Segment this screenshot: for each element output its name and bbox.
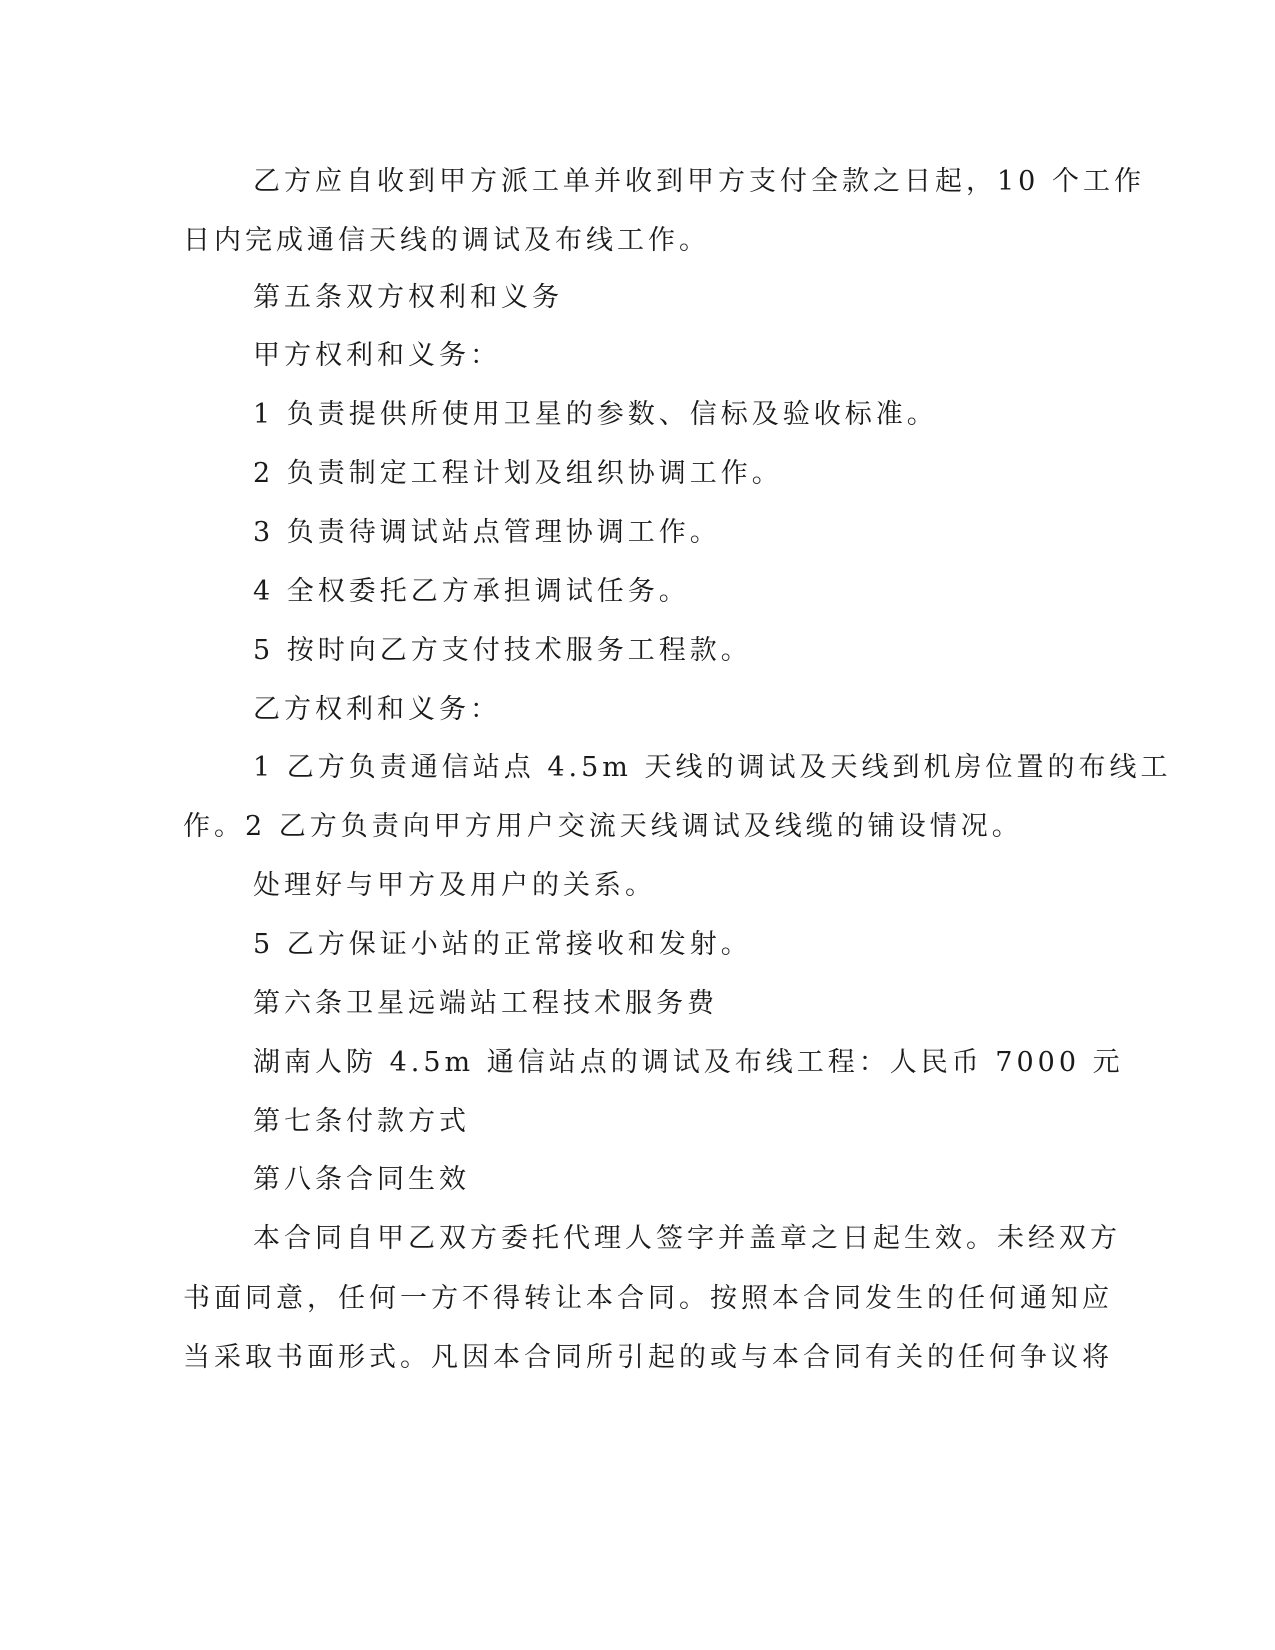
list-item: 3 负责待调试站点管理协调工作。 bbox=[253, 517, 721, 548]
paragraph-line: 日内完成通信天线的调试及布线工作。 bbox=[183, 225, 710, 256]
list-item: 4 全权委托乙方承担调试任务。 bbox=[253, 576, 690, 607]
paragraph-line: 处理好与甲方及用户的关系。 bbox=[253, 870, 656, 901]
paragraph-line: 作。2 乙方负责向甲方用户交流天线调试及线缆的铺设情况。 bbox=[183, 811, 1023, 842]
paragraph-line: 湖南人防 4.5m 通信站点的调试及布线工程：人民币 7000 元 bbox=[253, 1047, 1124, 1078]
section-heading: 第八条合同生效 bbox=[253, 1164, 470, 1195]
list-item: 1 负责提供所使用卫星的参数、信标及验收标准。 bbox=[253, 399, 938, 430]
paragraph-line: 当采取书面形式。凡因本合同所引起的或与本合同有关的任何争议将 bbox=[183, 1342, 1113, 1373]
list-item: 5 乙方保证小站的正常接收和发射。 bbox=[253, 929, 752, 960]
section-heading: 第六条卫星远端站工程技术服务费 bbox=[253, 988, 718, 1019]
subheading: 甲方权利和义务： bbox=[253, 340, 501, 371]
list-item: 2 负责制定工程计划及组织协调工作。 bbox=[253, 458, 783, 489]
list-item: 1 乙方负责通信站点 4.5m 天线的调试及天线到机房位置的布线工 bbox=[253, 752, 1172, 783]
section-heading: 第七条付款方式 bbox=[253, 1106, 470, 1137]
section-heading: 第五条双方权利和义务 bbox=[253, 282, 563, 313]
paragraph-line: 本合同自甲乙双方委托代理人签字并盖章之日起生效。未经双方 bbox=[253, 1223, 1121, 1254]
subheading: 乙方权利和义务： bbox=[253, 694, 501, 725]
list-item: 5 按时向乙方支付技术服务工程款。 bbox=[253, 635, 752, 666]
paragraph-line: 书面同意，任何一方不得转让本合同。按照本合同发生的任何通知应 bbox=[183, 1283, 1113, 1314]
paragraph-line: 乙方应自收到甲方派工单并收到甲方支付全款之日起，10 个工作 bbox=[253, 166, 1145, 197]
